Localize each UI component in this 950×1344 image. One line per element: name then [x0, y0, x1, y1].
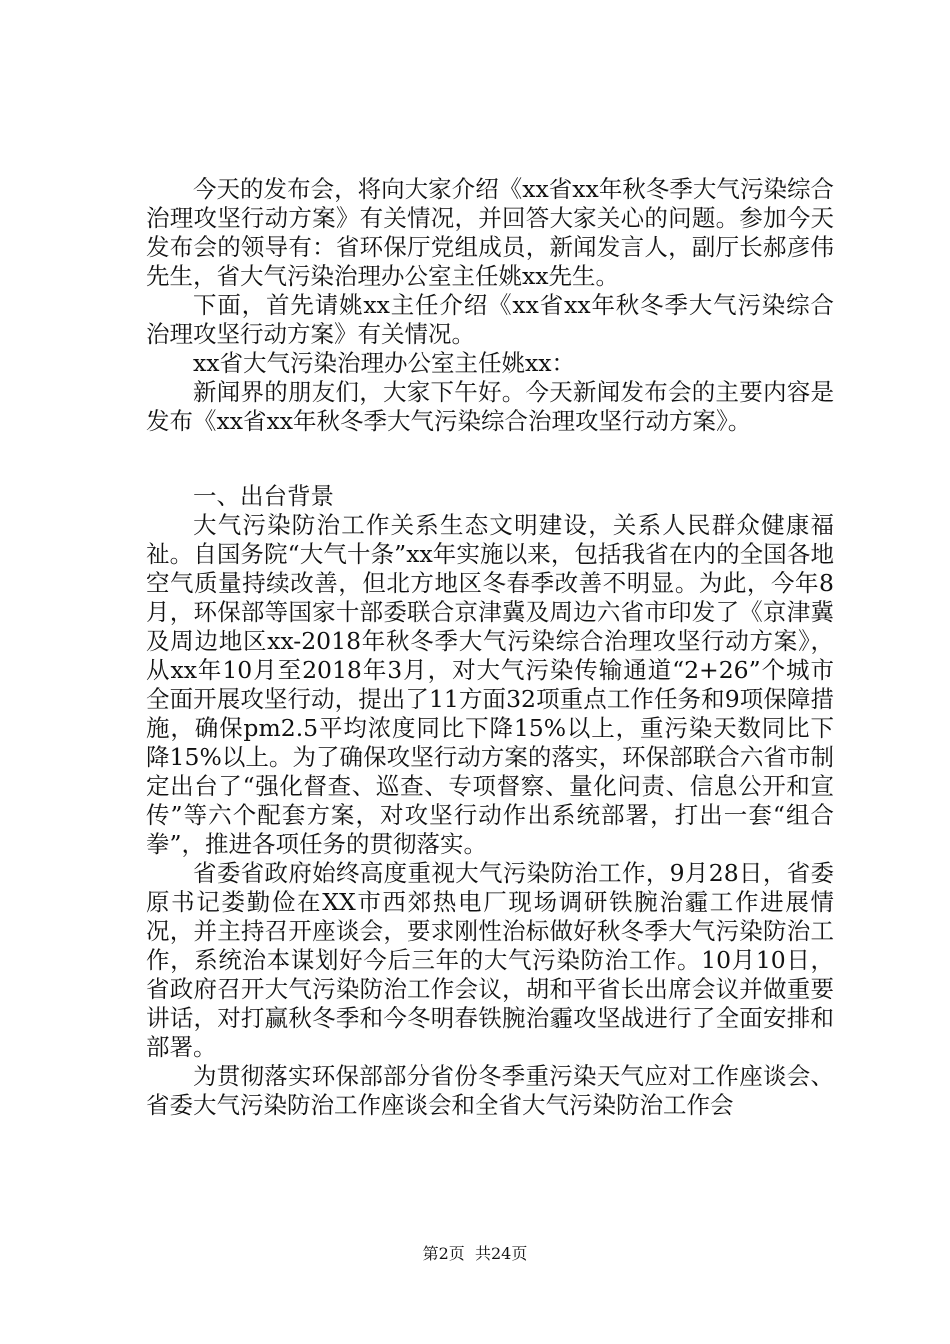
section-paragraph: 为贯彻落实环保部部分省份冬季重污染天气应对工作座谈会、省委大气污染防治工作座谈会和全省大气污染防治工作会 [146, 1062, 834, 1119]
intro-block [146, 175, 834, 436]
section-paragraph: 省委省政府始终高度重视大气污染防治工作，9月28日，省委原书记娄勤俭在XX市西郊热电厂现场调研铁腕治霾工作进展情况，并主持召开座谈会，要求刚性治标做好秋冬季大气污染防治工作，系统治本谋划好今后三年的大气污染防治工作。10月10日，省政府召开大气污染防治工作会议，胡和平省长出席会议并做重要讲话，对打赢秋冬季和今冬明春铁腕治霾攻坚战进行了全面安排和部署。 [146, 859, 834, 1061]
page-total: 共24页 [474, 1244, 528, 1263]
page-footer [0, 1244, 950, 1264]
intro-paragraph: 新闻界的朋友们，大家下午好。今天新闻发布会的主要内容是发布《xx省xx年秋冬季大气污染综合治理攻坚行动方案》。 [146, 378, 834, 435]
intro-paragraph: 今天的发布会，将向大家介绍《xx省xx年秋冬季大气污染综合治理攻坚行动方案》有关情况，并回答大家关心的问题。参加今天发布会的领导有：省环保厅党组成员，新闻发言人，副厅长郝彦伟先生，省大气污染治理办公室主任姚xx先生。 [146, 175, 834, 290]
speaker-line: xx省大气污染治理办公室主任姚xx： [193, 349, 576, 377]
section-heading: 一、出台背景 [193, 482, 334, 510]
section-paragraph: 大气污染防治工作关系生态文明建设，关系人民群众健康福祉。自国务院“大气十条”xx年实施以来，包括我省在内的全国各地空气质量持续改善，但北方地区冬春季改善不明显。为此，今年8月，环保部等国家十部委联合京津冀及周边六省市印发了《京津冀及周边地区xx-2018年秋冬季大气污染综合治理攻坚行动方案》，从xx年10月至2018年3月，对大气污染传输通道“2+26”个城市全面开展攻坚行动，提出了11方面32项重点工作任务和9项保障措施，确保pm2.5平均浓度同比下降15%以上，重污染天数同比下降15%以上。为了确保攻坚行动方案的落实，环保部联合六省市制定出台了“强化督查、巡查、专项督察、量化问责、信息公开和宣传”等六个配套方案，对攻坚行动作出系统部署，打出一套“组合拳”，推进各项任务的贯彻落实。 [146, 511, 834, 858]
intro-paragraph: 下面，首先请姚xx主任介绍《xx省xx年秋冬季大气污染综合治理攻坚行动方案》有关情况。 [146, 291, 834, 348]
background-section [146, 482, 834, 1120]
page-number: 第2页 [422, 1244, 465, 1263]
